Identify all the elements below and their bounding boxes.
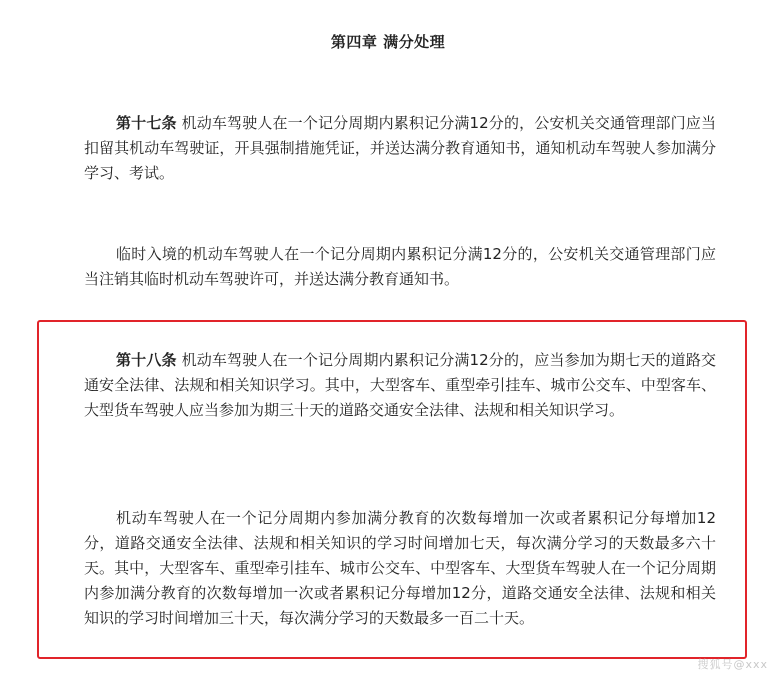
article-label: 第十七条: [116, 114, 177, 132]
article-17-paragraph-2: [84, 242, 716, 292]
chapter-title: 第四章 满分处理: [330, 33, 446, 51]
article-text: 机动车驾驶人在一个记分周期内累积记分满12分的，公安机关交通管理部门应当扣留其机动车驾驶证，开具强制措施凭证，并送达满分教育通知书，通知机动车驾驶人参加满分学习、考试。: [84, 114, 716, 182]
article-text: 机动车驾驶人在一个记分周期内参加满分教育的次数每增加一次或者累积记分每增加12分，道路交通安全法律、法规和相关知识的学习时间增加七天，每次满分学习的天数最多六十天。其中，大型客车、重型牵引挂车、城市公交车、中型客车、大型货车驾驶人在一个记分周期内参加满分教育的次数每增加一次或者累积记分每增加12分，道路交通安全法律、法规和相关知识的学习时间增加三十天，每次满分学习的天数最多一百二十天。: [84, 509, 716, 627]
article-text: 临时入境的机动车驾驶人在一个记分周期内累积记分满12分的，公安机关交通管理部门应当注销其临时机动车驾驶许可，并送达满分教育通知书。: [84, 245, 716, 288]
article-18-paragraph-2: [84, 506, 716, 631]
article-label: 第十八条: [116, 351, 177, 369]
article-18-paragraph-1: [84, 348, 716, 423]
article-text: 机动车驾驶人在一个记分周期内累积记分满12分的，应当参加为期七天的道路交通安全法律、法规和相关知识学习。其中，大型客车、重型牵引挂车、城市公交车、中型客车、大型货车驾驶人应当参加为期三十天的道路交通安全法律、法规和相关知识学习。: [84, 351, 716, 419]
article-17-paragraph-1: [84, 111, 716, 186]
watermark: 搜狐号@xxx: [697, 658, 768, 671]
